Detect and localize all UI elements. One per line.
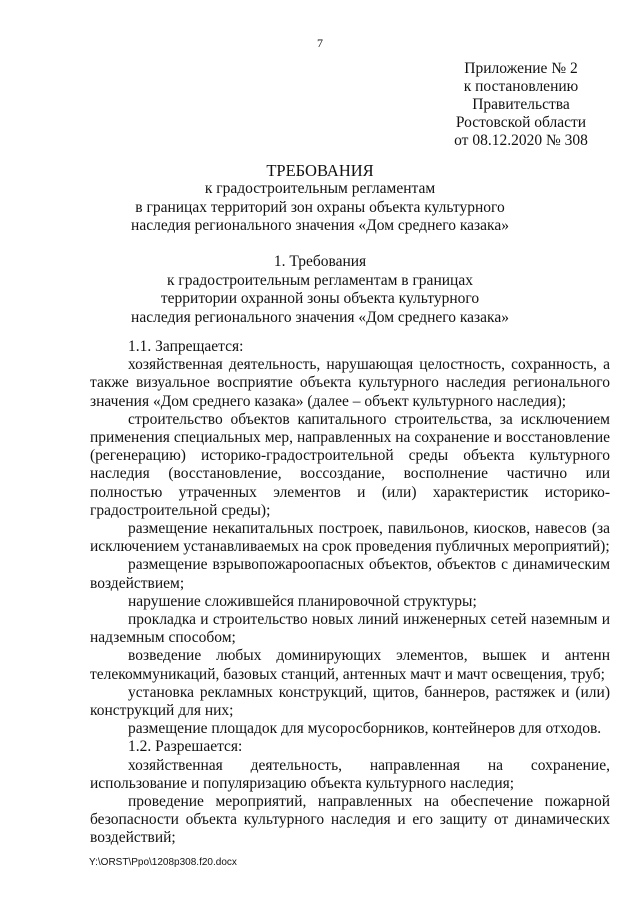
title-line: в границах территорий зон охраны объекта культурного xyxy=(135,198,505,216)
appendix-line: от 08.12.2020 № 308 xyxy=(454,132,588,149)
paragraph: строительство объектов капитального строительства, за исключением применения специальных мер, направленных на сохранение и восстановление (регенерацию) историко-градостроительной среды объекта культурного наследия (восстановление, воссоздание, восполнение частично или полностью утраченных элементов и (или) характеристик историко-градостроительной среды); xyxy=(90,410,610,519)
section-line: территории охранной зоны объекта культурного xyxy=(160,290,480,307)
paragraph: возведение любых доминирующих элементов, вышек и антенн телекоммуникаций, базовых станций, антенных мачт и мачт освещения, труб; xyxy=(90,647,610,683)
paragraph: размещение некапитальных построек, павильонов, киосков, навесов (за исключением устанавливаемых на срок проведения публичных мероприятий); xyxy=(90,520,610,556)
appendix-line: к постановлению xyxy=(463,78,579,95)
appendix-line: Правительства xyxy=(472,96,570,113)
section-line: к градостроительным регламентам в границах xyxy=(167,271,473,289)
document-title xyxy=(90,162,550,236)
title-line: наследия регионального значения «Дом среднего казака» xyxy=(131,217,509,235)
paragraph: установка рекламных конструкций, щитов, баннеров, растяжек и (или) конструкций для них; xyxy=(90,683,610,720)
subsection-heading: 1.2. Разрешается: xyxy=(128,738,243,756)
subsection-heading: 1.1. Запрещается: xyxy=(128,338,244,355)
page-number: 7 xyxy=(317,36,323,50)
paragraph: размещение площадок для мусоросборников, контейнеров для отходов. xyxy=(128,720,602,738)
appendix-block xyxy=(446,60,596,150)
section-line: 1. Требования xyxy=(273,253,367,270)
section-line: наследия регионального значения «Дом среднего казака» xyxy=(131,308,509,326)
appendix-line: Приложение № 2 xyxy=(464,60,578,77)
section-heading xyxy=(90,253,550,327)
paragraph: хозяйственная деятельность, нарушающая целостность, сохранность, а также визуальное восприятие объекта культурного наследия регионального значения «Дом среднего казака» (далее – объект культурного наследия); xyxy=(90,356,610,410)
body-text xyxy=(90,338,610,848)
paragraph: проведение мероприятий, направленных на обеспечение пожарной безопасности объекта культурного наследия и его защиту от динамических воздействий; xyxy=(90,793,610,847)
paragraph: прокладка и строительство новых линий инженерных сетей наземным и надземным способом; xyxy=(90,611,610,647)
title-line: к градостроительным регламентам xyxy=(204,180,436,198)
file-path-footer: Y:\ORST\Ppo\1208p308.f20.docx xyxy=(89,857,237,868)
paragraph: нарушение сложившейся планировочной структуры; xyxy=(128,592,477,610)
appendix-line: Ростовской области xyxy=(455,114,587,131)
paragraph: хозяйственная деятельность, направленная на сохранение, использование и популяризацию объекта культурного наследия; xyxy=(90,756,610,792)
title-heading: ТРЕБОВАНИЯ xyxy=(266,161,374,180)
paragraph: размещение взрывопожароопасных объектов, объектов с динамическим воздействием; xyxy=(90,556,610,592)
